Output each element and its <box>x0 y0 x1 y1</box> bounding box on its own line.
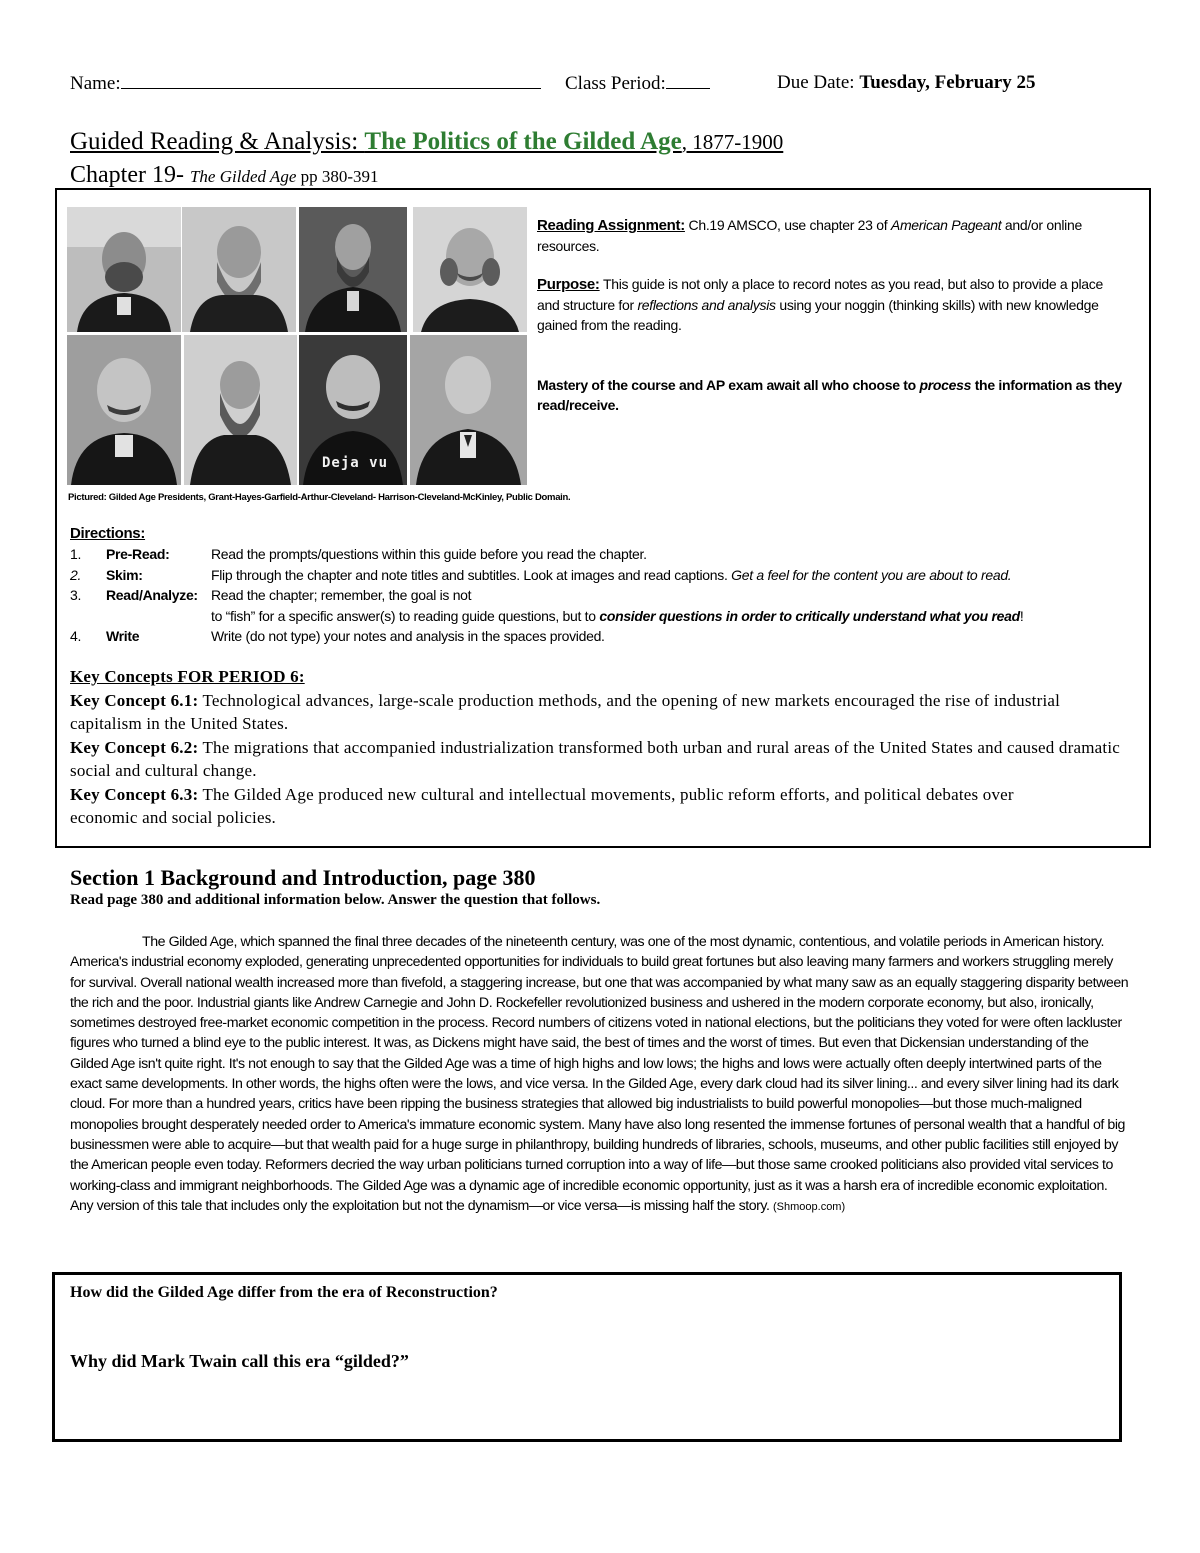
direction-number: 3. <box>70 587 82 603</box>
direction-number: 4. <box>70 628 82 644</box>
title-prefix: Guided Reading & Analysis: <box>70 128 365 155</box>
direction-item-read-analyze-cont <box>70 606 1140 627</box>
purpose-text-end: using your noggin (thinking skills) with new knowledge gained from the reading. <box>537 297 1099 333</box>
direction-term: Skim: <box>106 566 143 583</box>
assignment-panel <box>537 215 1127 415</box>
key-concepts-title: Key Concepts FOR PERIOD 6: <box>70 667 305 686</box>
class-period-field[interactable] <box>565 72 710 95</box>
direction-text-italic: Get a feel for the content you are about to read. <box>731 566 1012 583</box>
direction-cont-emphasis: consider questions in order to critically understand what you read <box>599 607 1020 624</box>
passage-text: The Gilded Age, which spanned the final three decades of the nineteenth century, was one of the most dynamic, contentious, and volatile periods in American history. America's industrial economy exploded, generating unprecedented opportunities for individuals to build great fortunes but also leaving many farmers and workers struggling merely for survival. Overall national wealth increased more than fivefold, a staggering increase, but one that was accompanied by what many saw as an equally staggering disparity between the rich and the poor. Industrial giants like Andrew Carnegie and John D. Rockefeller revolutionized business and ushered in the modern corporate economy, but also, ironically, sometimes destroyed free-market economic competition in the process. Record numbers of citizens voted in national elections, but the politicians they voted for were often lackluster figures who turned a blind eye to the public interest. It was, as Dickens might have said, the best of times and the worst of times. But even that Dickensian understanding of the Gilded Age isn't quite right. It's not enough to say that the Gilded Age was a time of high highs and low lows; the highs and lows were actually often deeply intertwined parts of the exact same developments. In other words, the highs often were the lows, and vice versa. In the Gilded Age, every dark cloud had its silver lining... and every silver lining had its dark cloud. For more than a hundred years, critics have been ripping the business strategies that allowed big industrialists to build powerful monopolies—but those much-maligned monopolies brought desperately needed order to America's immature economic system. Many have also long resented the immense fortunes of personal wealth that a handful of big businessmen were able to acquire—but that wealth paid for a huge surge in philanthropy, building hundreds of libraries, schools, museums, and other public facilities still enjoyed by the American people even today. Reformers decried the way urban politicians turned corruption into a way of life—but those same crooked politicians also provided vital services to working-class and immigrant neighborhoods. The Gilded Age was a dynamic age of incredible economic opportunity, just as it was a harsh era of incredible economic exploitation. Any version of this tale that includes only the exploitation but not the dynamism—or vice versa—is missing half the story. <box>70 934 1129 1214</box>
purpose-text: This guide is not only a place to record notes as you read, but also to provide a place and structure for <box>537 276 1103 313</box>
portrait-harrison <box>184 335 297 485</box>
mastery-text-end: the information as they read/receive. <box>537 377 1122 413</box>
presidents-portrait-grid <box>67 207 527 485</box>
section-1-title: Section 1 Background and Introduction, page 380 <box>70 865 536 890</box>
reading-assignment-book: American Pageant <box>890 217 1002 233</box>
due-date-value: Tuesday, February 25 <box>859 72 1036 93</box>
name-label: Name: <box>70 73 121 94</box>
question-1: How did the Gilded Age differ from the era of Reconstruction? <box>70 1284 498 1301</box>
key-concept-label: Key Concept 6.3: <box>70 784 199 804</box>
direction-number: 1. <box>70 546 82 562</box>
section-1-subtitle: Read page 380 and additional information below. Answer the question that follows. <box>70 892 601 908</box>
section-1-passage <box>70 932 1130 1217</box>
direction-item-write <box>70 626 1140 647</box>
page-title <box>70 128 783 156</box>
direction-item-pre-read <box>70 544 1140 565</box>
key-concept-text: The migrations that accompanied industrialization transformed both urban and rural areas of the United States and caused dramatic social and cultural change. <box>70 737 1120 780</box>
mastery-text: Mastery of the course and AP exam await all who choose to <box>537 377 920 393</box>
chapter-title <box>70 162 379 189</box>
direction-number: 2. <box>70 566 82 583</box>
key-concept-6-3 <box>70 783 1030 830</box>
direction-cont-text: to “fish” for a specific answer(s) to reading guide questions, but to <box>211 607 600 624</box>
due-date-label: Due Date: <box>777 72 855 93</box>
reading-assignment-label: Reading Assignment: <box>537 217 685 234</box>
name-field[interactable] <box>70 72 541 95</box>
key-concept-label: Key Concept 6.2: <box>70 737 199 757</box>
chapter-name: The Gilded Age <box>189 167 297 186</box>
key-concept-text: The Gilded Age produced new cultural and intellectual movements, public reform efforts, and political debates over economic and social policies. <box>70 784 1014 827</box>
direction-term: Read/Analyze: <box>106 587 198 603</box>
chapter-label: Chapter 19- <box>70 162 190 188</box>
reading-assignment-text-end: and/or online resources. <box>537 217 1082 254</box>
mastery-text-italic: process <box>919 377 972 393</box>
purpose-label: Purpose: <box>537 276 600 293</box>
direction-term: Pre-Read: <box>106 546 170 562</box>
direction-cont-end: ! <box>1019 607 1024 624</box>
class-period-label: Class Period: <box>565 73 666 94</box>
portrait-cleveland-first <box>67 335 181 485</box>
passage-source: (Shmoop.com) <box>773 1200 846 1213</box>
figure-caption: Pictured: Gilded Age Presidents, Grant-Hayes-Garfield-Arthur-Cleveland- Harrison-Cleveland-McKinley, Public Domain. <box>68 492 571 503</box>
question-2: Why did Mark Twain call this era “gilded?” <box>70 1351 409 1371</box>
purpose <box>537 274 1127 335</box>
reading-assignment <box>537 215 1127 256</box>
key-concept-6-2 <box>70 736 1130 783</box>
portrait-hayes <box>182 207 296 332</box>
reading-assignment-text: Ch.19 AMSCO, use chapter 23 of <box>684 217 891 233</box>
portrait-grant <box>67 207 181 332</box>
direction-term: Write <box>106 628 140 644</box>
direction-text <box>211 565 1011 585</box>
key-concept-6-1 <box>70 689 1130 736</box>
key-concept-label: Key Concept 6.1: <box>70 690 199 710</box>
portrait-mckinley <box>410 335 527 485</box>
passage-paragraph <box>70 932 1130 1217</box>
chapter-pages: pp 380-391 <box>296 167 379 186</box>
title-years: , 1877-1900 <box>681 130 784 154</box>
title-topic: The Politics of the Gilded Age <box>364 128 682 155</box>
class-period-blank[interactable] <box>666 72 710 89</box>
mastery-statement <box>537 375 1127 415</box>
portrait-garfield <box>299 207 407 332</box>
purpose-text-italic: reflections and analysis <box>637 297 776 313</box>
directions-title: Directions: <box>70 525 146 542</box>
direction-text-main: Flip through the chapter and note titles and subtitles. Look at images and read captions. <box>211 566 732 583</box>
due-date-field <box>777 72 1035 94</box>
direction-text: Read the prompts/questions within this guide before you read the chapter. <box>211 546 647 562</box>
deja-vu-overlay: Deja vu <box>322 455 389 471</box>
portrait-arthur <box>413 207 527 332</box>
direction-text: Write (do not type) your notes and analysis in the spaces provided. <box>211 628 605 644</box>
key-concepts <box>70 665 1130 830</box>
directions <box>70 524 1140 647</box>
key-concept-text: Technological advances, large-scale production methods, and the opening of new markets encouraged the rise of industrial capitalism in the United States. <box>70 690 1061 733</box>
direction-item-skim <box>70 565 1140 586</box>
name-blank[interactable] <box>121 72 541 89</box>
direction-text: Read the chapter; remember, the goal is not <box>211 587 472 603</box>
direction-item-read-analyze <box>70 585 1140 606</box>
header-line <box>70 72 1150 98</box>
direction-text-continued <box>211 606 1023 626</box>
